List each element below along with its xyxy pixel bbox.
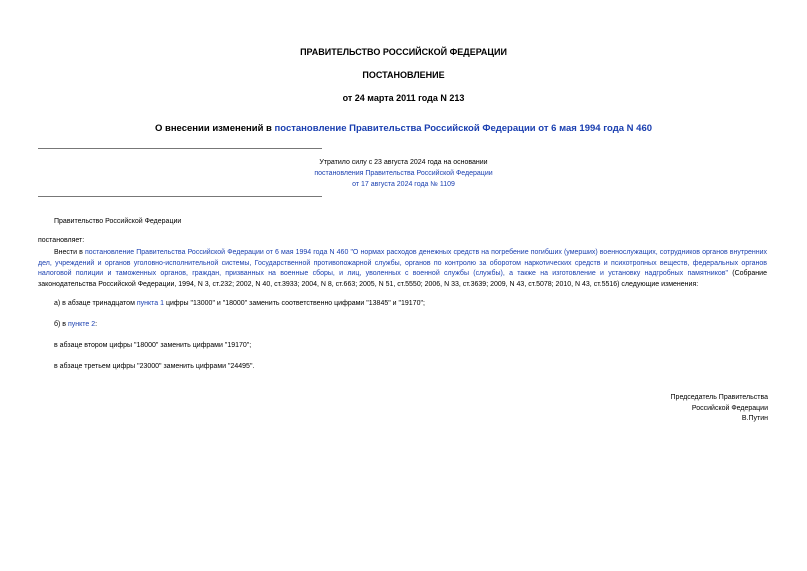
signature-line-3: В.Путин — [741, 415, 768, 422]
repeal-notice — [200, 157, 607, 190]
item-b-suffix: : — [95, 321, 98, 328]
item-a-prefix: а) в абзаце тринадцатом — [54, 300, 137, 307]
item-b-prefix: б) в — [54, 321, 68, 328]
signature-block — [671, 393, 768, 425]
item-a-link[interactable]: пункта 1 — [136, 300, 164, 307]
subject-link[interactable]: постановление Правительства Российской Федерации от 6 мая 1994 года N 460 — [274, 123, 653, 134]
repeal-link-line-2[interactable]: постановления Правительства Российской Федерации — [314, 170, 493, 177]
decrees-line: постановляет: — [38, 237, 85, 244]
repeal-link-line-3[interactable]: от 17 августа 2024 года № 1109 — [352, 181, 455, 188]
item-a — [54, 299, 425, 310]
para1-suffix: (Собрание законодательства Российской Федерации, 1994, N 3, ст.232; 2002, N 40, ст.3933; 2004, N 8, ст.663; 2005, N 51, ст.5550; 2006, N 33, ст.3639; 2009, N 43, ст.5078; 2010, N 43, ст.5516) следующие изменения: — [38, 270, 767, 288]
government-line: Правительство Российской Федерации — [54, 218, 182, 225]
document-org-heading: ПРАВИТЕЛЬСТВО РОССИЙСКОЙ ФЕДЕРАЦИИ — [300, 47, 507, 57]
para1-prefix: Внести в — [54, 249, 85, 256]
item-b-paragraph-3: в абзаце третьем цифры "23000" заменить цифрами "24495". — [54, 363, 255, 370]
item-a-suffix: цифры "13000" и "18000" заменить соответственно цифрами "13845" и "19170"; — [164, 300, 425, 307]
divider-top — [38, 148, 322, 149]
document-subject — [0, 123, 807, 134]
repeal-line-1: Утратило силу с 23 августа 2024 года на основании — [319, 159, 488, 166]
item-b-paragraph-2: в абзаце втором цифры "18000" заменить цифрами "19170"; — [54, 342, 252, 349]
document-type-heading: ПОСТАНОВЛЕНИЕ — [362, 70, 445, 80]
signature-line-1: Председатель Правительства — [670, 394, 768, 401]
subject-prefix: О внесении изменений в — [154, 123, 275, 134]
divider-bottom — [38, 196, 322, 197]
item-b-link[interactable]: пункте 2 — [67, 321, 96, 328]
signature-line-2: Российской Федерации — [691, 404, 768, 412]
main-paragraph — [38, 248, 767, 290]
document-date-number: от 24 марта 2011 года N 213 — [342, 93, 465, 103]
para1-link[interactable]: постановление Правительства Российской Федерации от 6 мая 1994 года N 460 "О нормах расходов денежных средств на погребение погибших (умерших) военнослужащих, сотрудников органов внутренних дел, учреждений и органов уголовно-исполнительной системы, Государственной противопожарной службы, органов по контролю за оборотом наркотических средств и психотропных веществ, федеральных органов налоговой полиции и таможенных органов, граждан, призванных на военные сборы, и лиц, уволенных с военной службы (службы), а также на изготовление и установку надгробных памятников" — [38, 249, 768, 277]
item-b — [54, 320, 97, 331]
